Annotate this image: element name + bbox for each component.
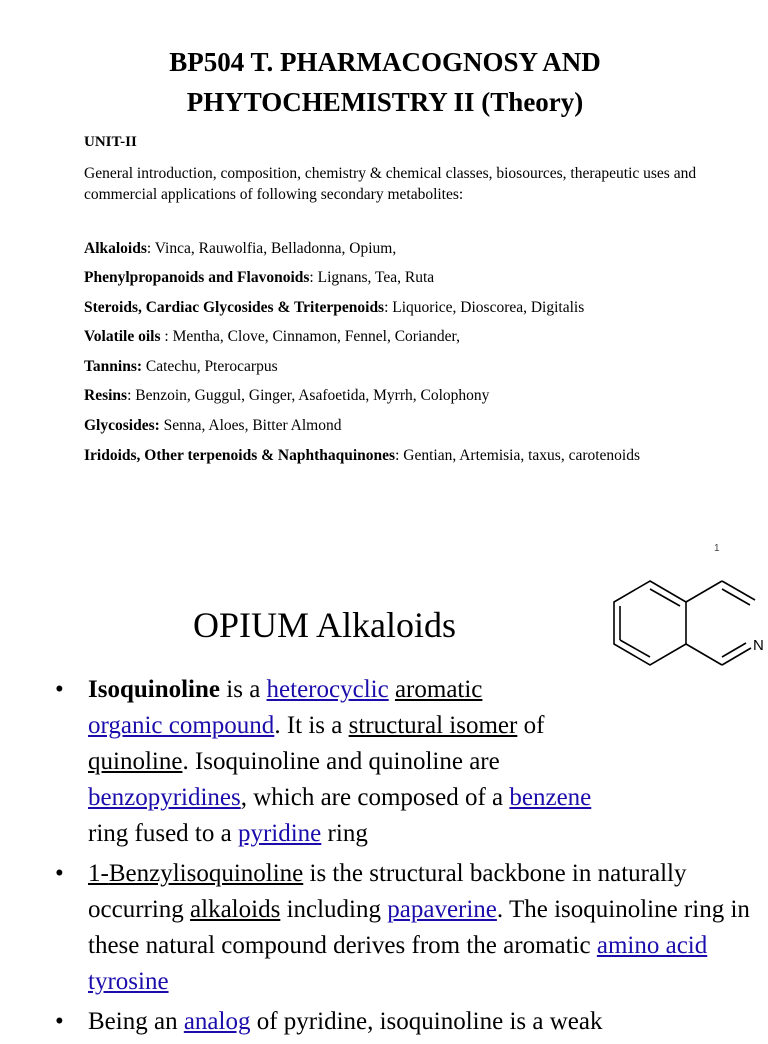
topic-text: Vinca, Rauwolfia, Belladonna, Opium, xyxy=(154,240,397,257)
topic-label: Alkaloids xyxy=(84,240,147,257)
link-heterocyclic[interactable]: heterocyclic xyxy=(266,676,389,703)
term-isoquinoline: Isoquinoline xyxy=(88,676,221,703)
topic-row-resins xyxy=(84,385,724,406)
topic-text: Senna, Aloes, Bitter Almond xyxy=(163,417,342,434)
link-benzopyridines[interactable]: benzopyridines xyxy=(88,784,241,811)
topic-label: Phenylpropanoids and Flavonoids xyxy=(84,269,310,286)
unit-heading: UNIT-II xyxy=(84,134,137,150)
topic-row-glycosides xyxy=(84,415,724,436)
inner-bond xyxy=(722,643,746,657)
topic-text: Gentian, Artemisia, taxus, carotenoids xyxy=(403,447,641,464)
text: , which are composed of a xyxy=(240,784,510,811)
topic-sep: : xyxy=(384,299,393,316)
topic-sep: : xyxy=(160,328,173,345)
bullet-item xyxy=(55,856,768,1000)
topic-sep: : xyxy=(127,387,136,404)
topic-text: Mentha, Clove, Cinnamon, Fennel, Coriander, xyxy=(172,328,460,345)
link-benzene[interactable]: benzene xyxy=(509,784,592,811)
inner-bond xyxy=(722,589,750,605)
link-analog[interactable]: analog xyxy=(183,1008,251,1035)
link-alkaloids[interactable]: alkaloids xyxy=(190,896,281,923)
topic-sep: : xyxy=(146,240,155,257)
text: is a xyxy=(220,676,267,703)
ring-bond xyxy=(686,644,722,665)
isoquinoline-structure xyxy=(605,578,768,668)
bullet-list xyxy=(55,672,768,1044)
text: . The isoquinoline ring in these natural compound derives from the aromatic xyxy=(88,896,750,959)
course-title xyxy=(40,42,730,122)
nitrogen-atom-label: N xyxy=(753,637,764,654)
topic-row-volatile-oils xyxy=(84,326,724,347)
text: ring xyxy=(321,820,368,847)
topic-label: Volatile oils xyxy=(84,328,161,345)
link-amino-acid[interactable]: amino acid xyxy=(596,932,708,959)
topic-row-phenylpropanoids xyxy=(84,267,724,288)
link-benzylisoquinoline[interactable]: Benzylisoquinoline xyxy=(108,860,304,887)
topic-sep: : xyxy=(309,269,318,286)
topic-row-tannins xyxy=(84,356,724,377)
text: including xyxy=(280,896,388,923)
text: . It is a xyxy=(274,712,349,739)
topic-text: Liquorice, Dioscorea, Digitalis xyxy=(392,299,585,316)
topic-label: Resins xyxy=(84,387,128,404)
link-aromatic[interactable]: aromatic xyxy=(394,676,483,703)
topic-row-steroids xyxy=(84,297,724,318)
title-line-1: BP504 T. PHARMACOGNOSY AND xyxy=(169,47,601,77)
topic-label: Tannins: xyxy=(84,358,143,375)
topic-row-iridoids xyxy=(84,445,694,466)
link-organic-compound[interactable]: organic compound xyxy=(88,712,275,739)
text: is the structural backbone in naturally occurring xyxy=(88,860,687,923)
link-1-prefix[interactable]: 1- xyxy=(88,860,109,887)
link-tyrosine[interactable]: tyrosine xyxy=(88,968,169,995)
text: ring fused to a xyxy=(88,820,238,847)
topic-text: Lignans, Tea, Ruta xyxy=(317,269,435,286)
unit-intro: General introduction, composition, chemistry & chemical classes, biosources, therapeutic uses and commercial applications of following secondary metabolites: xyxy=(84,165,697,203)
text: of xyxy=(517,712,545,739)
link-pyridine[interactable]: pyridine xyxy=(237,820,322,847)
inner-bond xyxy=(650,589,680,606)
bullet-marker: • xyxy=(55,860,64,887)
topic-text: Catechu, Pterocarpus xyxy=(145,358,278,375)
bullet-marker: • xyxy=(55,1008,64,1035)
topic-text: Benzoin, Guggul, Ginger, Asafoetida, Myrrh, Colophony xyxy=(135,387,490,404)
link-structural-isomer[interactable]: structural isomer xyxy=(348,712,518,739)
title-line-2: PHYTOCHEMISTRY II (Theory) xyxy=(186,87,584,117)
ring-bond xyxy=(686,581,722,602)
bullet-item xyxy=(55,672,768,852)
link-papaverine[interactable]: papaverine xyxy=(387,896,497,923)
text: . Isoquinoline and quinoline are xyxy=(182,748,500,775)
slide-title: OPIUM Alkaloids xyxy=(193,605,457,645)
ring-bond xyxy=(722,648,751,665)
text: of pyridine, isoquinoline is a weak xyxy=(250,1008,603,1035)
topic-label: Iridoids, Other terpenoids & Naphthaquinones xyxy=(84,447,396,464)
ring-bond xyxy=(722,581,755,600)
topic-sep: : xyxy=(395,447,404,464)
bullet-marker: • xyxy=(55,676,64,703)
inner-bond xyxy=(620,640,650,657)
topic-label: Glycosides: xyxy=(84,417,160,434)
topic-row-alkaloids xyxy=(84,238,724,259)
bullet-item xyxy=(55,1004,768,1040)
page-number: 1 xyxy=(714,543,720,554)
topic-label: Steroids, Cardiac Glycosides & Triterpenoids xyxy=(84,299,385,316)
link-quinoline[interactable]: quinoline xyxy=(88,748,183,775)
text: Being an xyxy=(88,1008,184,1035)
benzene-ring xyxy=(614,581,686,665)
